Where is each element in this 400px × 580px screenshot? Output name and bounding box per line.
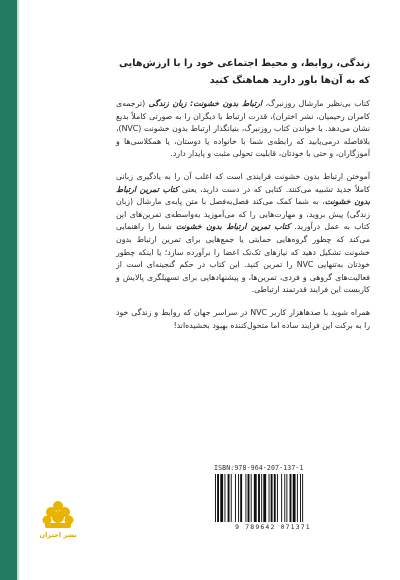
barcode-bar (284, 474, 285, 522)
barcode-bar (302, 474, 303, 522)
headline: زندگی، روابط، و محیط اجتماعی خود را با ارزش‌هایی که به آن‌ها باور دارید هماهنگ کنید (118, 58, 370, 86)
isbn-barcode-block (214, 464, 332, 531)
paragraph-3 (116, 307, 370, 332)
barcode-bar (271, 474, 273, 522)
barcode-bar (277, 474, 278, 522)
emphasized-title: کتاب تمرین ارتباط بدون خشونت (176, 222, 291, 232)
barcode-bar (297, 474, 298, 522)
barcode-bar (231, 474, 232, 522)
barcode-bar (215, 474, 216, 522)
barcode-bar (228, 474, 230, 522)
publisher-name: نشر اختران (39, 531, 77, 539)
barcode-bar (248, 474, 250, 522)
emphasized-title: کتاب تمرین ارتباط بدون خشونت (116, 184, 370, 207)
barcode-bar (263, 474, 266, 522)
barcode-bar (261, 474, 262, 522)
barcode-bar (224, 474, 225, 522)
green-spine-band (0, 0, 17, 580)
barcode-bar (293, 474, 296, 522)
paragraph-2 (116, 171, 370, 297)
barcode-bar (254, 474, 257, 522)
barcode-digits: 9 789642 071371 (235, 523, 311, 531)
barcode-bar (238, 474, 239, 522)
emphasized-title: ارتباط بدون خشونت: زبان زندگی (148, 99, 263, 108)
barcode-bar (235, 474, 236, 522)
barcode-bar (258, 474, 260, 522)
paragraph-text: (ترجمه‌ی کامران رحیمیان، نشر اختران)، قدرت ارتباط با دیگران را به صورتی کاملاً بدیع نشان می‌دهد. با خواندن کتاب روزنبرگ، بنیانگذار ارتباط بدون خشونت (NVC)، بلافاصله درمی‌یابید که رابطه‌ی شما با خانواده یا دوستان، یا همکلاسی‌ها و آموزگاران، و حتی با خودتان، قابلیت تحولی مثبت و پایدار دارد. (116, 99, 370, 159)
barcode-bar (245, 474, 246, 522)
paragraph-text: همراه شوید با صدهاهزار کاربر NVC در سراسر جهان که روابط و زندگی خود را به برکت این فرایند ساده اما متحول‌کننده بهبود بخشیده‌اند! (116, 307, 370, 330)
publisher-logo (34, 500, 82, 539)
isbn-text: ISBN:978-964-207-137-1 (214, 464, 304, 472)
barcode-bar (286, 474, 287, 522)
publisher-logo-icon (41, 500, 75, 530)
paragraph-text: کتاب بی‌نظیر مارشال روزنبرگ، (262, 99, 370, 108)
barcode-bar (290, 474, 292, 522)
paragraph-text: آموختن ارتباط بدون خشونت فرایندی است که اغلب آن را به یادگیری زبانی کاملاً جدید تشبیه می‌کنند. کتابی که در دست دارید، یعنی (116, 171, 370, 194)
barcode-bar (240, 474, 242, 522)
barcode-bar (274, 474, 276, 522)
paragraph-1 (116, 98, 370, 161)
barcode-bar (300, 474, 301, 522)
barcode-bar (251, 474, 252, 522)
barcode-image (214, 474, 332, 522)
paragraph-text: شما را راهنمایی می‌کند که چطور گروه‌هایی حمایتی یا جمع‌هایی برای تمرین ارتباط بدون خشونت تشکیل دهید که نیازهای تک‌تک اعضا را برآورده سازد؛ یا اینکه چطور خودتان به‌تنهایی NVC را تمرین کنید. این کتاب در حکم گنجینه‌ای است از فعالیت‌های گروهی و فردی، تمرین‌ها، و پیشنهادهایی برای تسهیلگری پالایش و کاربست این فرایند قدرتمند ارتباطی. (116, 222, 370, 295)
barcode-bar (220, 474, 223, 522)
barcode-bar (217, 474, 219, 522)
barcode-bar (281, 474, 282, 522)
paragraph-text: ، به شما کمک می‌کند فصل‌به‌فصل با متن پایه‌ی مارشال (زبان زندگی) پیش بروید، و مهارت‌هایی را که می‌آموزید به‌واسطه‌ی تمرین‌های این کتاب به عمل درآورید. (116, 197, 370, 232)
barcode-bar (269, 474, 270, 522)
blurb-text-block (116, 55, 370, 342)
